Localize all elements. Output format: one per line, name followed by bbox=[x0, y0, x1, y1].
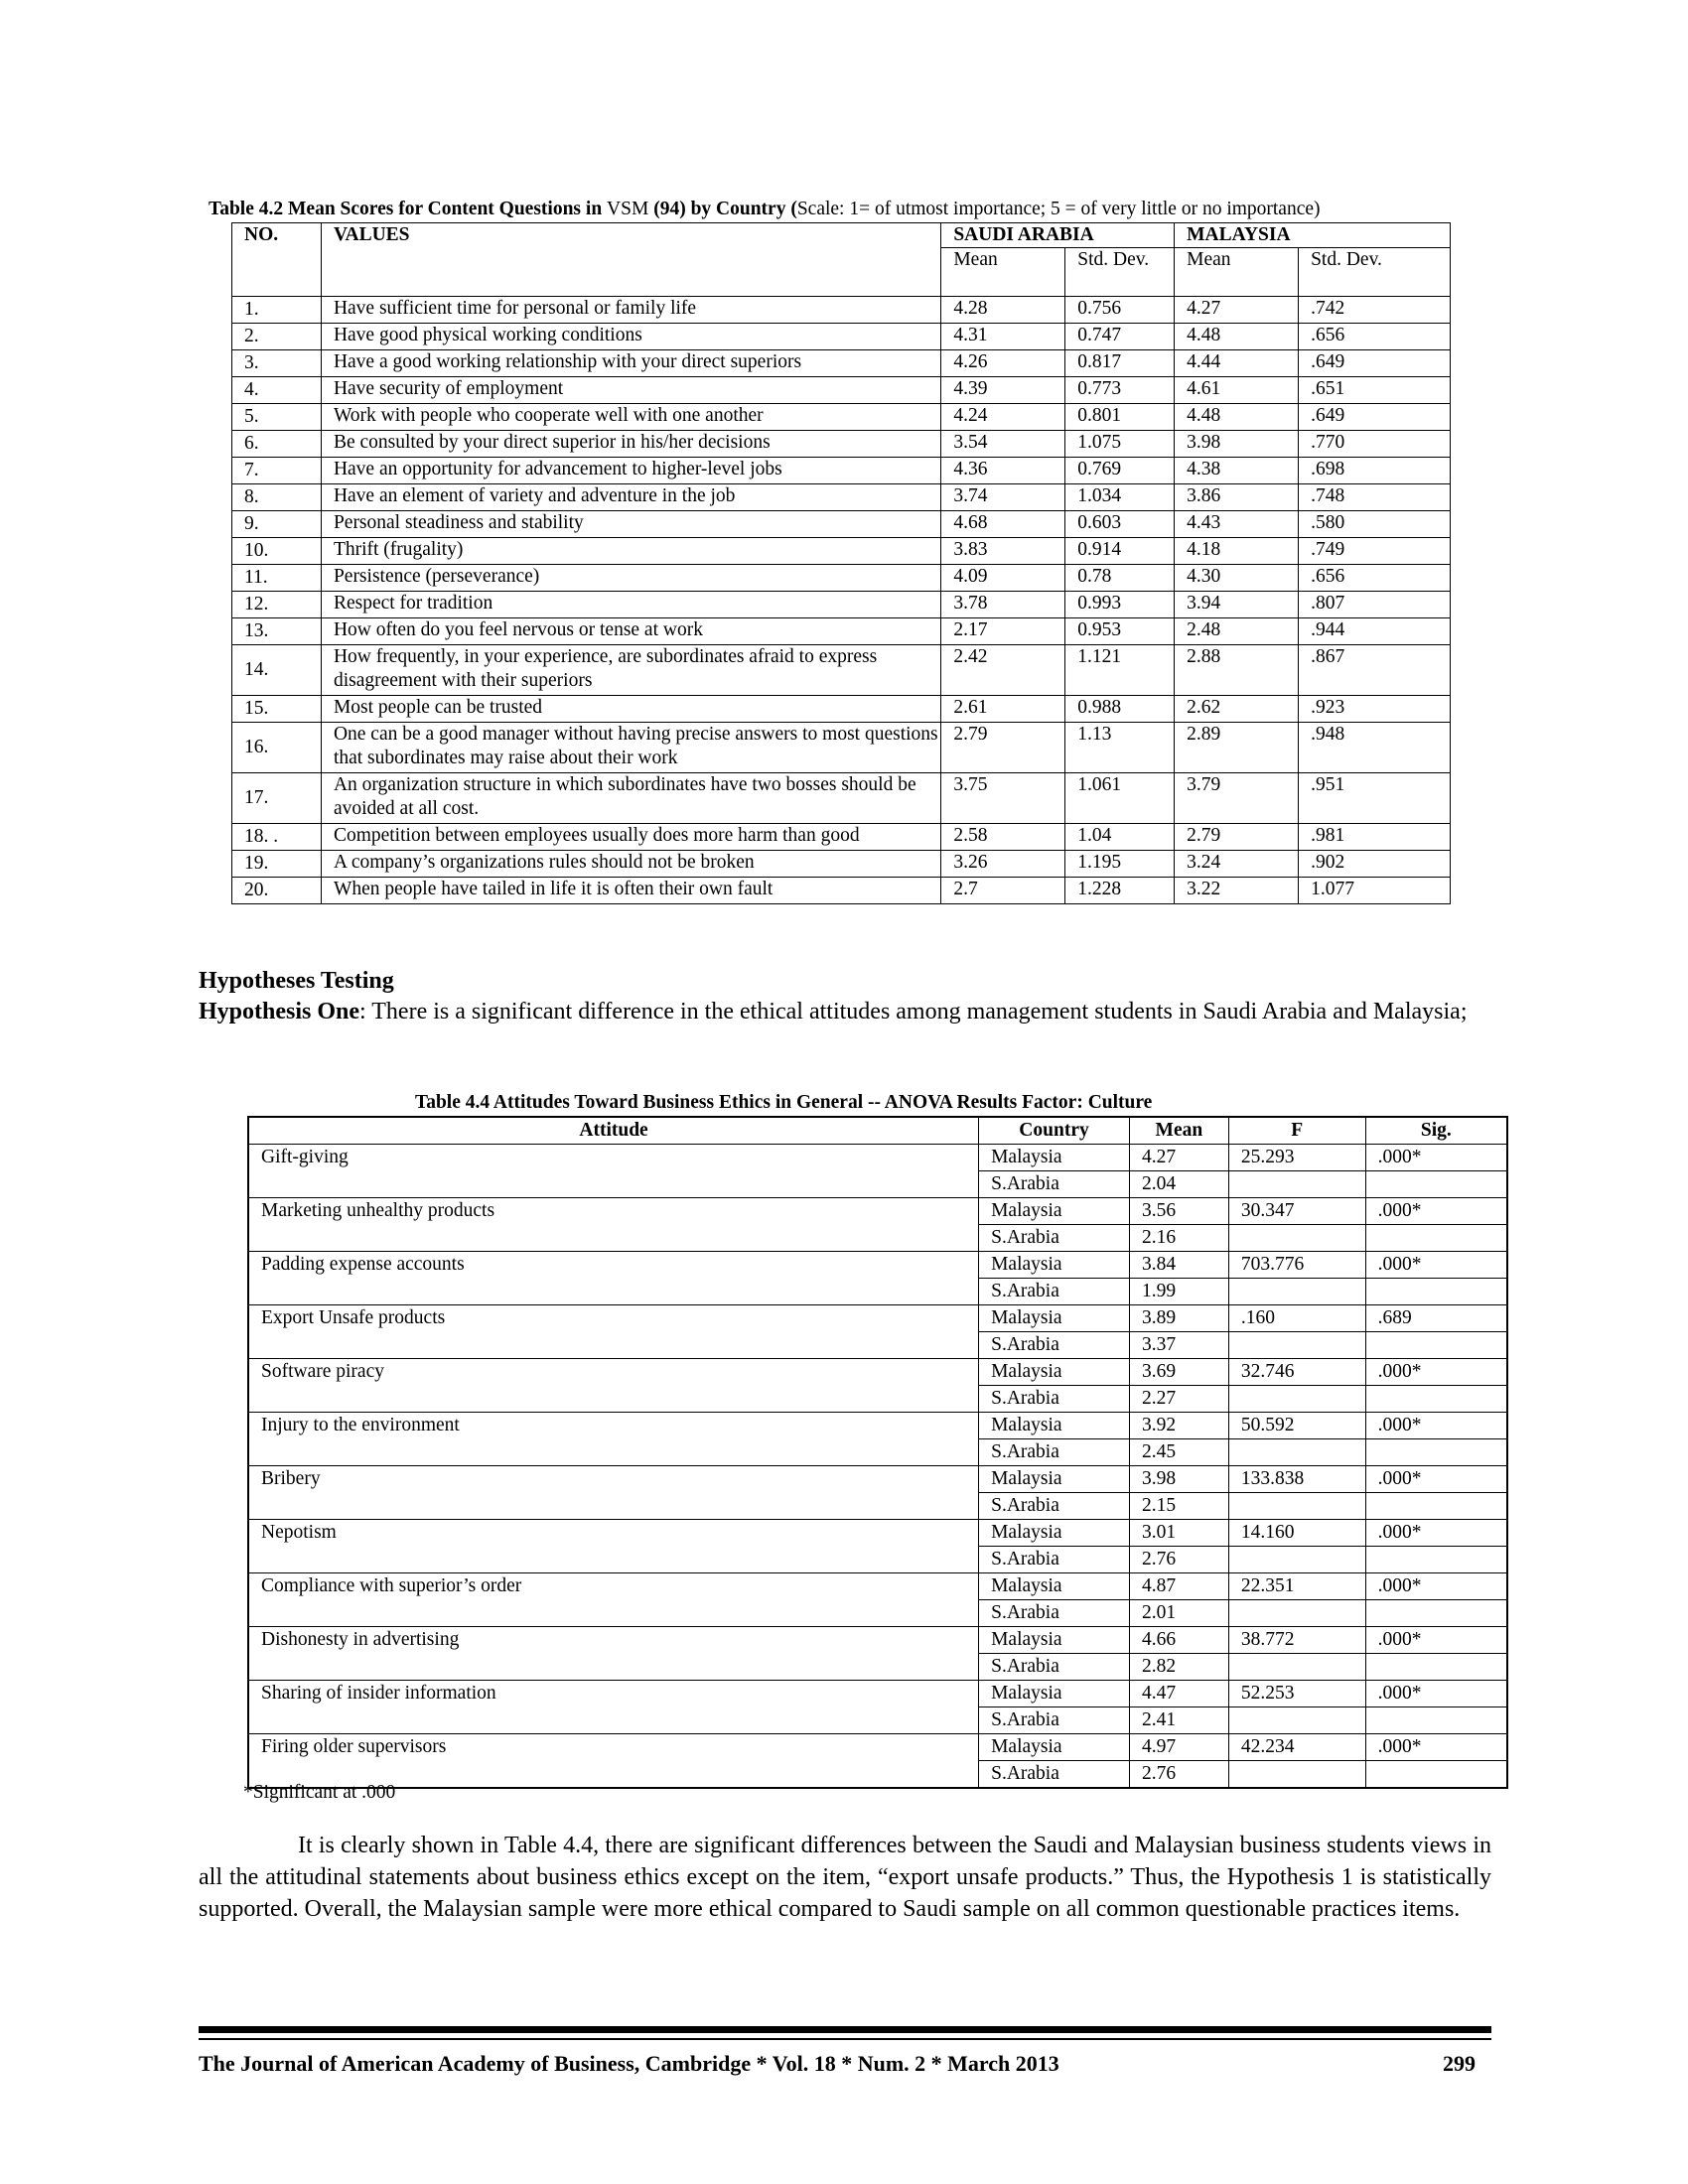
saudi-sd: 1.13 bbox=[1065, 723, 1175, 773]
caption-part: Scale: 1= of utmost importance; 5 = of very little or no importance) bbox=[796, 199, 1321, 219]
country-saudi: S.Arabia bbox=[979, 1493, 1130, 1520]
sig-value: .000* bbox=[1365, 1681, 1507, 1707]
country-saudi: S.Arabia bbox=[979, 1225, 1130, 1252]
f-value: 38.772 bbox=[1228, 1627, 1365, 1654]
col-header-no: NO. bbox=[232, 223, 322, 297]
malaysia-mean: 4.18 bbox=[1175, 538, 1299, 565]
f-empty bbox=[1228, 1171, 1365, 1198]
attitude-label: Software piracy bbox=[248, 1359, 979, 1413]
table-row bbox=[232, 878, 1451, 904]
country-malaysia: Malaysia bbox=[979, 1413, 1130, 1439]
table-row bbox=[232, 645, 1451, 696]
body-text: It is clearly shown in Table 4.4, there are significant differences between the Saudi and Malaysian business students views in all the attitudinal statements about business ethics except on the item, “export unsafe products.” Thus, the Hypothesis 1 is statistically supported. Overall, the Malaysian sample were more ethical compared to Saudi sample on all common questionable practices items. bbox=[199, 1833, 1491, 1922]
malaysia-mean: 2.89 bbox=[1175, 723, 1299, 773]
saudi-sd: 1.034 bbox=[1065, 484, 1175, 511]
table-4-2 bbox=[231, 222, 1451, 904]
attitude-label: Export Unsafe products bbox=[248, 1305, 979, 1359]
saudi-mean: 4.09 bbox=[941, 565, 1065, 592]
sig-value: .000* bbox=[1365, 1252, 1507, 1279]
page-footer bbox=[199, 2051, 1491, 2077]
saudi-mean: 2.42 bbox=[941, 645, 1065, 696]
table-row bbox=[232, 350, 1451, 377]
row-number: 9. bbox=[232, 511, 322, 538]
row-number: 5. bbox=[232, 404, 322, 431]
caption-part: (94) by Country ( bbox=[653, 199, 797, 219]
row-number: 20. bbox=[232, 878, 322, 904]
footer-rule-thin bbox=[199, 2038, 1491, 2040]
malaysia-mean: 4.38 bbox=[1175, 458, 1299, 484]
saudi-sd: 0.914 bbox=[1065, 538, 1175, 565]
value-text: Have an opportunity for advancement to higher-level jobs bbox=[321, 458, 940, 484]
malaysia-mean: 4.47 bbox=[1129, 1681, 1228, 1707]
malaysia-sd: .770 bbox=[1299, 431, 1451, 458]
sig-empty bbox=[1365, 1279, 1507, 1305]
f-empty bbox=[1228, 1493, 1365, 1520]
row-number: 11. bbox=[232, 565, 322, 592]
table-row bbox=[232, 565, 1451, 592]
table-row bbox=[232, 696, 1451, 723]
saudi-mean: 3.83 bbox=[941, 538, 1065, 565]
saudi-mean: 4.36 bbox=[941, 458, 1065, 484]
malaysia-mean: 3.22 bbox=[1175, 878, 1299, 904]
value-text: How frequently, in your experience, are subordinates afraid to express disagreement with their superiors bbox=[321, 645, 940, 696]
saudi-mean: 1.99 bbox=[1129, 1279, 1228, 1305]
saudi-mean: 2.16 bbox=[1129, 1225, 1228, 1252]
f-value: 42.234 bbox=[1228, 1734, 1365, 1761]
attitude-label: Compliance with superior’s order bbox=[248, 1573, 979, 1627]
country-malaysia: Malaysia bbox=[979, 1520, 1130, 1547]
sig-value: .000* bbox=[1365, 1627, 1507, 1654]
saudi-mean: 4.24 bbox=[941, 404, 1065, 431]
table-row bbox=[232, 824, 1451, 851]
f-value: 32.746 bbox=[1228, 1359, 1365, 1386]
malaysia-sd: .580 bbox=[1299, 511, 1451, 538]
value-text: One can be a good manager without having precise answers to most questions that subordinates may raise about their work bbox=[321, 723, 940, 773]
table-row bbox=[248, 1573, 1507, 1600]
country-malaysia: Malaysia bbox=[979, 1252, 1130, 1279]
malaysia-sd: .656 bbox=[1299, 324, 1451, 350]
malaysia-sd: .698 bbox=[1299, 458, 1451, 484]
malaysia-sd: .981 bbox=[1299, 824, 1451, 851]
table-row bbox=[232, 458, 1451, 484]
hypothesis-label: Hypothesis One bbox=[199, 999, 360, 1024]
row-number: 7. bbox=[232, 458, 322, 484]
table42-caption bbox=[209, 199, 1321, 220]
row-number: 12. bbox=[232, 592, 322, 618]
saudi-sd: 1.061 bbox=[1065, 773, 1175, 824]
col-header-mean: Mean bbox=[1129, 1117, 1228, 1145]
table-row bbox=[232, 851, 1451, 878]
journal-name: The Journal of American Academy of Business, Cambridge * Vol. 18 * Num. 2 * March 2013 bbox=[199, 2051, 1059, 2076]
f-empty bbox=[1228, 1332, 1365, 1359]
country-saudi: S.Arabia bbox=[979, 1279, 1130, 1305]
malaysia-sd: .948 bbox=[1299, 723, 1451, 773]
value-text: Have a good working relationship with your direct superiors bbox=[321, 350, 940, 377]
malaysia-mean: 2.62 bbox=[1175, 696, 1299, 723]
saudi-sd: 0.756 bbox=[1065, 297, 1175, 324]
footer-rule-thick bbox=[199, 2026, 1491, 2033]
sig-value: .000* bbox=[1365, 1359, 1507, 1386]
table-row bbox=[232, 773, 1451, 824]
section-title: Hypotheses Testing bbox=[199, 968, 394, 994]
hypothesis-paragraph bbox=[199, 996, 1491, 1028]
malaysia-mean: 4.30 bbox=[1175, 565, 1299, 592]
sig-empty bbox=[1365, 1707, 1507, 1734]
hypothesis-text: : There is a significant difference in the ethical attitudes among management students in Saudi Arabia and Malaysia; bbox=[359, 999, 1468, 1024]
value-text: Have an element of variety and adventure in the job bbox=[321, 484, 940, 511]
f-empty bbox=[1228, 1547, 1365, 1573]
saudi-mean: 3.54 bbox=[941, 431, 1065, 458]
table-row bbox=[248, 1466, 1507, 1493]
sig-empty bbox=[1365, 1439, 1507, 1466]
f-value: 30.347 bbox=[1228, 1198, 1365, 1225]
attitude-label: Nepotism bbox=[248, 1520, 979, 1573]
table-row bbox=[248, 1198, 1507, 1225]
saudi-sd: 0.747 bbox=[1065, 324, 1175, 350]
saudi-sd: 1.228 bbox=[1065, 878, 1175, 904]
sig-value: .689 bbox=[1365, 1305, 1507, 1332]
saudi-sd: 0.817 bbox=[1065, 350, 1175, 377]
sig-empty bbox=[1365, 1493, 1507, 1520]
saudi-mean: 3.37 bbox=[1129, 1332, 1228, 1359]
country-saudi: S.Arabia bbox=[979, 1547, 1130, 1573]
row-number: 10. bbox=[232, 538, 322, 565]
f-empty bbox=[1228, 1707, 1365, 1734]
saudi-sd: 1.075 bbox=[1065, 431, 1175, 458]
malaysia-mean: 3.92 bbox=[1129, 1413, 1228, 1439]
table-row bbox=[248, 1627, 1507, 1654]
saudi-mean: 2.27 bbox=[1129, 1386, 1228, 1413]
saudi-mean: 3.78 bbox=[941, 592, 1065, 618]
f-value: 25.293 bbox=[1228, 1145, 1365, 1171]
col-header-my-mean: Mean bbox=[1175, 248, 1299, 297]
col-header-my-sd: Std. Dev. bbox=[1299, 248, 1451, 297]
table-row bbox=[232, 484, 1451, 511]
table-row bbox=[248, 1145, 1507, 1171]
f-empty bbox=[1228, 1600, 1365, 1627]
value-text: Have good physical working conditions bbox=[321, 324, 940, 350]
row-number: 8. bbox=[232, 484, 322, 511]
malaysia-sd: 1.077 bbox=[1299, 878, 1451, 904]
saudi-mean: 2.79 bbox=[941, 723, 1065, 773]
malaysia-mean: 4.43 bbox=[1175, 511, 1299, 538]
saudi-sd: 0.953 bbox=[1065, 618, 1175, 645]
sig-empty bbox=[1365, 1654, 1507, 1681]
sig-value: .000* bbox=[1365, 1466, 1507, 1493]
value-text: A company’s organizations rules should not be broken bbox=[321, 851, 940, 878]
malaysia-mean: 4.27 bbox=[1175, 297, 1299, 324]
malaysia-mean: 2.48 bbox=[1175, 618, 1299, 645]
saudi-mean: 2.15 bbox=[1129, 1493, 1228, 1520]
col-header-malaysia: MALAYSIA bbox=[1175, 223, 1451, 248]
value-text: Thrift (frugality) bbox=[321, 538, 940, 565]
malaysia-sd: .656 bbox=[1299, 565, 1451, 592]
f-empty bbox=[1228, 1279, 1365, 1305]
col-header-sig: Sig. bbox=[1365, 1117, 1507, 1145]
f-empty bbox=[1228, 1386, 1365, 1413]
saudi-mean: 2.76 bbox=[1129, 1761, 1228, 1789]
table-4-4 bbox=[247, 1116, 1508, 1789]
malaysia-mean: 3.89 bbox=[1129, 1305, 1228, 1332]
sig-empty bbox=[1365, 1761, 1507, 1789]
value-text: Personal steadiness and stability bbox=[321, 511, 940, 538]
row-number: 3. bbox=[232, 350, 322, 377]
table-row bbox=[232, 377, 1451, 404]
malaysia-sd: .923 bbox=[1299, 696, 1451, 723]
f-empty bbox=[1228, 1439, 1365, 1466]
malaysia-sd: .944 bbox=[1299, 618, 1451, 645]
malaysia-sd: .649 bbox=[1299, 350, 1451, 377]
table-row bbox=[232, 431, 1451, 458]
f-value: 52.253 bbox=[1228, 1681, 1365, 1707]
table-row bbox=[248, 1252, 1507, 1279]
table-row bbox=[248, 1681, 1507, 1707]
attitude-label: Dishonesty in advertising bbox=[248, 1627, 979, 1681]
value-text: Have security of employment bbox=[321, 377, 940, 404]
row-number: 19. bbox=[232, 851, 322, 878]
malaysia-sd: .748 bbox=[1299, 484, 1451, 511]
country-saudi: S.Arabia bbox=[979, 1439, 1130, 1466]
malaysia-mean: 3.98 bbox=[1175, 431, 1299, 458]
col-header-country: Country bbox=[979, 1117, 1130, 1145]
caption-part: Table 4.2 Mean Scores for Content Questions in bbox=[209, 199, 608, 219]
saudi-sd: 0.988 bbox=[1065, 696, 1175, 723]
value-text: How often do you feel nervous or tense at work bbox=[321, 618, 940, 645]
malaysia-mean: 4.27 bbox=[1129, 1145, 1228, 1171]
sig-value: .000* bbox=[1365, 1413, 1507, 1439]
col-header-sa-sd: Std. Dev. bbox=[1065, 248, 1175, 297]
saudi-mean: 2.45 bbox=[1129, 1439, 1228, 1466]
col-header-attitude: Attitude bbox=[248, 1117, 979, 1145]
f-empty bbox=[1228, 1654, 1365, 1681]
malaysia-mean: 4.87 bbox=[1129, 1573, 1228, 1600]
malaysia-mean: 3.69 bbox=[1129, 1359, 1228, 1386]
malaysia-mean: 4.48 bbox=[1175, 324, 1299, 350]
saudi-sd: 0.993 bbox=[1065, 592, 1175, 618]
saudi-sd: 1.121 bbox=[1065, 645, 1175, 696]
col-header-values: VALUES bbox=[321, 223, 940, 297]
country-malaysia: Malaysia bbox=[979, 1734, 1130, 1761]
table-row bbox=[232, 723, 1451, 773]
table-row bbox=[232, 538, 1451, 565]
col-header-f: F bbox=[1228, 1117, 1365, 1145]
row-number: 15. bbox=[232, 696, 322, 723]
sig-empty bbox=[1365, 1600, 1507, 1627]
significance-note: *Significant at .000 bbox=[243, 1782, 396, 1803]
country-saudi: S.Arabia bbox=[979, 1707, 1130, 1734]
saudi-mean: 2.04 bbox=[1129, 1171, 1228, 1198]
table-row bbox=[248, 1520, 1507, 1547]
country-malaysia: Malaysia bbox=[979, 1305, 1130, 1332]
value-text: Work with people who cooperate well with one another bbox=[321, 404, 940, 431]
saudi-mean: 2.76 bbox=[1129, 1547, 1228, 1573]
malaysia-sd: .807 bbox=[1299, 592, 1451, 618]
country-saudi: S.Arabia bbox=[979, 1654, 1130, 1681]
country-malaysia: Malaysia bbox=[979, 1198, 1130, 1225]
saudi-mean: 4.31 bbox=[941, 324, 1065, 350]
saudi-sd: 0.603 bbox=[1065, 511, 1175, 538]
f-value: 22.351 bbox=[1228, 1573, 1365, 1600]
table-row bbox=[232, 592, 1451, 618]
table-row bbox=[232, 324, 1451, 350]
malaysia-mean: 2.88 bbox=[1175, 645, 1299, 696]
sig-value: .000* bbox=[1365, 1573, 1507, 1600]
table-row bbox=[232, 404, 1451, 431]
malaysia-mean: 3.56 bbox=[1129, 1198, 1228, 1225]
value-text: An organization structure in which subordinates have two bosses should be avoided at all cost. bbox=[321, 773, 940, 824]
f-value: .160 bbox=[1228, 1305, 1365, 1332]
value-text: Most people can be trusted bbox=[321, 696, 940, 723]
country-saudi: S.Arabia bbox=[979, 1171, 1130, 1198]
row-number: 18. . bbox=[232, 824, 322, 851]
table-row bbox=[248, 1305, 1507, 1332]
value-text: Be consulted by your direct superior in his/her decisions bbox=[321, 431, 940, 458]
value-text: Persistence (perseverance) bbox=[321, 565, 940, 592]
malaysia-mean: 4.66 bbox=[1129, 1627, 1228, 1654]
table-row bbox=[248, 1734, 1507, 1761]
saudi-mean: 3.74 bbox=[941, 484, 1065, 511]
attitude-label: Padding expense accounts bbox=[248, 1252, 979, 1305]
saudi-mean: 2.58 bbox=[941, 824, 1065, 851]
saudi-mean: 2.17 bbox=[941, 618, 1065, 645]
attitude-label: Injury to the environment bbox=[248, 1413, 979, 1466]
table-row bbox=[248, 1413, 1507, 1439]
malaysia-mean: 3.01 bbox=[1129, 1520, 1228, 1547]
row-number: 1. bbox=[232, 297, 322, 324]
malaysia-sd: .649 bbox=[1299, 404, 1451, 431]
saudi-sd: 1.04 bbox=[1065, 824, 1175, 851]
sig-value: .000* bbox=[1365, 1145, 1507, 1171]
saudi-mean: 2.82 bbox=[1129, 1654, 1228, 1681]
country-malaysia: Malaysia bbox=[979, 1466, 1130, 1493]
value-text: When people have tailed in life it is often their own fault bbox=[321, 878, 940, 904]
table44-caption: Table 4.4 Attitudes Toward Business Ethics in General -- ANOVA Results Factor: Culture bbox=[415, 1092, 1153, 1113]
attitude-label: Bribery bbox=[248, 1466, 979, 1520]
f-empty bbox=[1228, 1761, 1365, 1789]
saudi-mean: 4.68 bbox=[941, 511, 1065, 538]
value-text: Competition between employees usually does more harm than good bbox=[321, 824, 940, 851]
attitude-label: Sharing of insider information bbox=[248, 1681, 979, 1734]
malaysia-mean: 3.79 bbox=[1175, 773, 1299, 824]
country-malaysia: Malaysia bbox=[979, 1627, 1130, 1654]
f-value: 703.776 bbox=[1228, 1252, 1365, 1279]
country-malaysia: Malaysia bbox=[979, 1145, 1130, 1171]
malaysia-sd: .749 bbox=[1299, 538, 1451, 565]
col-header-saudi: SAUDI ARABIA bbox=[941, 223, 1175, 248]
table-row bbox=[232, 618, 1451, 645]
saudi-sd: 0.78 bbox=[1065, 565, 1175, 592]
value-text: Respect for tradition bbox=[321, 592, 940, 618]
malaysia-mean: 3.84 bbox=[1129, 1252, 1228, 1279]
saudi-mean: 2.01 bbox=[1129, 1600, 1228, 1627]
country-saudi: S.Arabia bbox=[979, 1332, 1130, 1359]
malaysia-mean: 3.94 bbox=[1175, 592, 1299, 618]
malaysia-mean: 4.44 bbox=[1175, 350, 1299, 377]
col-header-sa-mean: Mean bbox=[941, 248, 1065, 297]
table-row bbox=[232, 297, 1451, 324]
saudi-mean: 3.75 bbox=[941, 773, 1065, 824]
malaysia-sd: .951 bbox=[1299, 773, 1451, 824]
table-row bbox=[248, 1359, 1507, 1386]
row-number: 14. bbox=[232, 645, 322, 696]
saudi-sd: 1.195 bbox=[1065, 851, 1175, 878]
f-value: 14.160 bbox=[1228, 1520, 1365, 1547]
saudi-mean: 4.26 bbox=[941, 350, 1065, 377]
country-malaysia: Malaysia bbox=[979, 1681, 1130, 1707]
saudi-sd: 0.773 bbox=[1065, 377, 1175, 404]
country-malaysia: Malaysia bbox=[979, 1573, 1130, 1600]
page-number: 299 bbox=[1443, 2051, 1476, 2076]
malaysia-mean: 2.79 bbox=[1175, 824, 1299, 851]
f-value: 50.592 bbox=[1228, 1413, 1365, 1439]
saudi-sd: 0.769 bbox=[1065, 458, 1175, 484]
country-malaysia: Malaysia bbox=[979, 1359, 1130, 1386]
malaysia-mean: 3.24 bbox=[1175, 851, 1299, 878]
table-row bbox=[232, 511, 1451, 538]
saudi-mean: 2.61 bbox=[941, 696, 1065, 723]
malaysia-sd: .742 bbox=[1299, 297, 1451, 324]
malaysia-mean: 3.86 bbox=[1175, 484, 1299, 511]
saudi-mean: 2.41 bbox=[1129, 1707, 1228, 1734]
saudi-mean: 3.26 bbox=[941, 851, 1065, 878]
table44-body bbox=[248, 1145, 1507, 1789]
sig-value: .000* bbox=[1365, 1198, 1507, 1225]
malaysia-sd: .867 bbox=[1299, 645, 1451, 696]
sig-empty bbox=[1365, 1225, 1507, 1252]
row-number: 17. bbox=[232, 773, 322, 824]
saudi-mean: 4.28 bbox=[941, 297, 1065, 324]
row-number: 13. bbox=[232, 618, 322, 645]
attitude-label: Gift-giving bbox=[248, 1145, 979, 1198]
saudi-mean: 2.7 bbox=[941, 878, 1065, 904]
sig-empty bbox=[1365, 1332, 1507, 1359]
f-value: 133.838 bbox=[1228, 1466, 1365, 1493]
table42-body bbox=[232, 297, 1451, 904]
row-number: 16. bbox=[232, 723, 322, 773]
attitude-label: Marketing unhealthy products bbox=[248, 1198, 979, 1252]
sig-value: .000* bbox=[1365, 1734, 1507, 1761]
saudi-sd: 0.801 bbox=[1065, 404, 1175, 431]
malaysia-mean: 4.97 bbox=[1129, 1734, 1228, 1761]
row-number: 6. bbox=[232, 431, 322, 458]
country-saudi: S.Arabia bbox=[979, 1761, 1130, 1789]
value-text: Have sufficient time for personal or family life bbox=[321, 297, 940, 324]
country-saudi: S.Arabia bbox=[979, 1600, 1130, 1627]
saudi-mean: 4.39 bbox=[941, 377, 1065, 404]
attitude-label: Firing older supervisors bbox=[248, 1734, 979, 1789]
row-number: 4. bbox=[232, 377, 322, 404]
malaysia-mean: 4.48 bbox=[1175, 404, 1299, 431]
row-number: 2. bbox=[232, 324, 322, 350]
sig-empty bbox=[1365, 1386, 1507, 1413]
malaysia-sd: .651 bbox=[1299, 377, 1451, 404]
malaysia-mean: 3.98 bbox=[1129, 1466, 1228, 1493]
sig-empty bbox=[1365, 1171, 1507, 1198]
f-empty bbox=[1228, 1225, 1365, 1252]
malaysia-mean: 4.61 bbox=[1175, 377, 1299, 404]
sig-empty bbox=[1365, 1547, 1507, 1573]
body-paragraph bbox=[199, 1830, 1491, 1925]
country-saudi: S.Arabia bbox=[979, 1386, 1130, 1413]
sig-value: .000* bbox=[1365, 1520, 1507, 1547]
caption-part: VSM bbox=[607, 199, 654, 219]
malaysia-sd: .902 bbox=[1299, 851, 1451, 878]
